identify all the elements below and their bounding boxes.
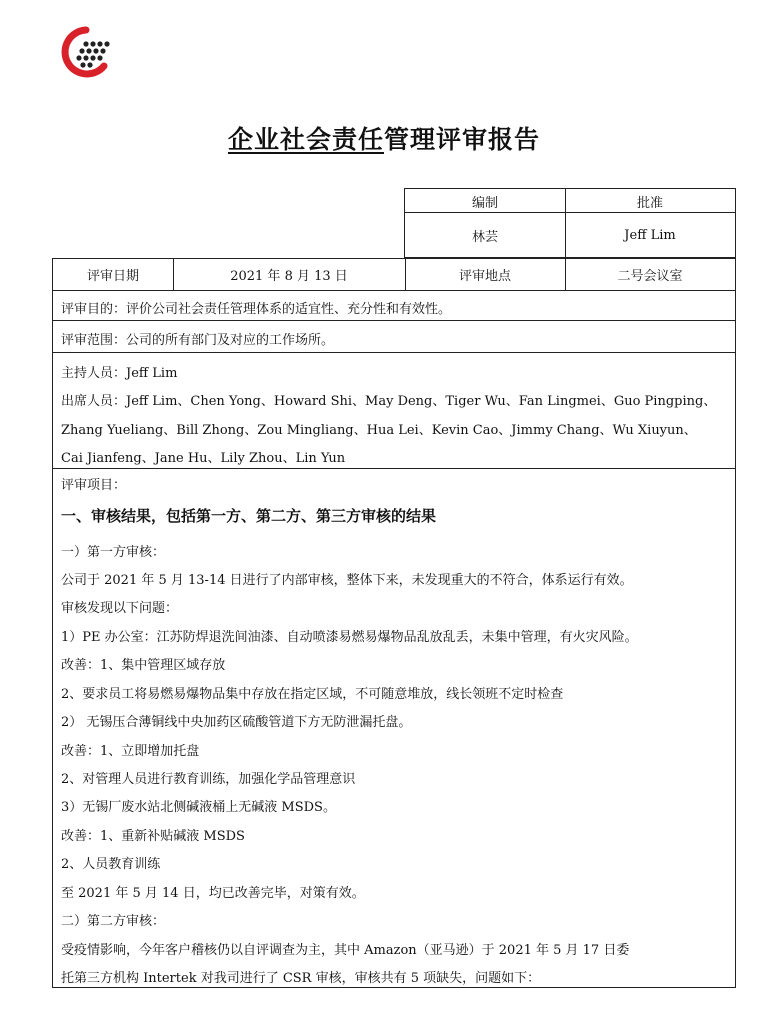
- approved-label: 批准: [636, 195, 663, 211]
- attendees-line: Zhang Yueliang、Bill Zhong、Zou Mingliang、Hua Lei、Kevin Cao、Jimmy Chang、Wu Xiuyun、: [61, 423, 697, 438]
- item-line: 2） 无锡压合薄铜线中央加药区硫酸管道下方无防泄漏托盘。: [61, 715, 412, 730]
- date-value: 2021 年 8 月 13 日: [230, 269, 348, 284]
- scope-text: 评审范围：公司的所有部门及对应的工作场所。: [61, 333, 335, 348]
- purpose-text: 评审目的：评价公司社会责任管理体系的适宜性、充分性和有效性。: [61, 302, 452, 317]
- approved-by: Jeff Lim: [624, 227, 676, 243]
- item-line: 改善：1、重新补贴碱液 MSDS: [61, 829, 245, 844]
- item-line: 托第三方机构 Intertek 对我司进行了 CSR 审核，审核共有 5 项缺失，问题如下：: [61, 971, 541, 986]
- section-heading: 一、审核结果，包括第一方、第二方、第三方审核的结果: [61, 507, 437, 525]
- attendees-line: 出席人员：Jeff Lim、Chen Yong、Howard Shi、May Deng、Tiger Wu、Fan Lingmei、Guo Pingping、: [61, 394, 717, 409]
- item-line: 改善：1、立即增加托盘: [61, 744, 200, 759]
- attendees-row: [53, 353, 735, 469]
- item-line: 2、要求员工将易燃易爆物品集中存放在指定区域，不可随意堆放，线长领班不定时检查: [61, 687, 564, 702]
- company-logo: [56, 22, 116, 82]
- items-label: 评审项目：: [61, 478, 127, 493]
- location-label: 评审地点: [458, 269, 511, 284]
- item-line: 1）PE 办公室：江苏防焊退洗间油漆、自动喷漆易燃易爆物品乱放乱丢，未集中管理，有火灾风险。: [61, 630, 638, 645]
- scope-row: [53, 321, 735, 353]
- location-value: 二号会议室: [617, 269, 683, 284]
- host-text: 主持人员：Jeff Lim: [61, 366, 178, 381]
- item-line: 审核发现以下问题：: [61, 601, 179, 616]
- prepared-by: 林芸: [471, 229, 498, 245]
- prepared-label: 编制: [471, 195, 498, 211]
- title-underlined: 企业社会责任: [227, 125, 384, 154]
- item-line: 2、对管理人员进行教育训练，加强化学品管理意识: [61, 772, 356, 787]
- meta-row: [53, 259, 735, 291]
- item-line: 至 2021 年 5 月 14 日，均已改善完毕，对策有效。: [61, 886, 365, 901]
- title-rest: 管理评审报告: [384, 125, 541, 154]
- review-items: [53, 469, 735, 987]
- signoff-table: [404, 188, 736, 258]
- attendees-line: Cai Jianfeng、Jane Hu、Lily Zhou、Lin Yun: [61, 451, 346, 466]
- item-line: 一）第一方审核：: [61, 545, 166, 560]
- page-title: [0, 120, 768, 156]
- item-line: 2、人员教育训练: [61, 857, 161, 872]
- item-line: 二）第二方审核：: [61, 914, 166, 929]
- date-label: 评审日期: [86, 269, 139, 284]
- item-line: 受疫情影响，今年客户稽核仍以自评调查为主，其中 Amazon（亚马逊）于 2021 年 5 月 17 日委: [61, 943, 630, 958]
- item-line: 3）无锡厂废水站北侧碱液桶上无碱液 MSDS。: [61, 800, 336, 815]
- purpose-row: [53, 291, 735, 321]
- review-report-table: [52, 258, 736, 988]
- item-line: 公司于 2021 年 5 月 13-14 日进行了内部审核，整体下来，未发现重大的不符合，体系运行有效。: [61, 573, 633, 588]
- item-line: 改善：1、集中管理区域存放: [61, 658, 226, 673]
